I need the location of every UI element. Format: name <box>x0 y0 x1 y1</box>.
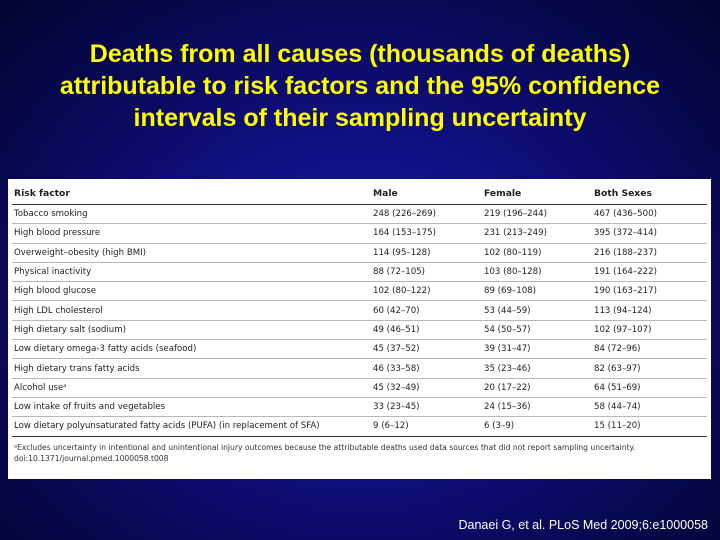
cell-female: 39 (31–47) <box>482 340 592 359</box>
cell-both-sexes: 82 (63–97) <box>592 359 707 378</box>
cell-female: 53 (44–59) <box>482 301 592 320</box>
cell-both-sexes: 216 (188–237) <box>592 243 707 262</box>
table-row <box>12 262 707 281</box>
header-female: Female <box>482 182 592 205</box>
cell-female: 103 (80–128) <box>482 262 592 281</box>
cell-both-sexes: 395 (372–414) <box>592 224 707 243</box>
footnote-text: ᵃExcludes uncertainty in intentional and unintentional injury outcomes because the attributable deaths used data sources that did not report sampling uncertainty. <box>14 442 636 452</box>
slide-title-line-3: intervals of their sampling uncertainty <box>133 104 587 132</box>
cell-male: 46 (33–58) <box>371 359 482 378</box>
footnote-doi: doi:10.1371/journal.pmed.1000058.t008 <box>14 453 169 463</box>
cell-female: 89 (69–108) <box>482 282 592 301</box>
cell-risk-factor: High LDL cholesterol <box>12 301 371 320</box>
slide-title <box>0 38 720 134</box>
cell-risk-factor: High dietary salt (sodium) <box>12 320 371 339</box>
cell-male: 248 (226–269) <box>371 205 482 224</box>
cell-risk-factor: Physical inactivity <box>12 262 371 281</box>
table-row <box>12 340 707 359</box>
cell-female: 231 (213–249) <box>482 224 592 243</box>
cell-male: 88 (72–105) <box>371 262 482 281</box>
cell-risk-factor: Overweight–obesity (high BMI) <box>12 243 371 262</box>
cell-both-sexes: 58 (44–74) <box>592 397 707 416</box>
table-row <box>12 378 707 397</box>
cell-male: 45 (32–49) <box>371 378 482 397</box>
cell-risk-factor: High blood pressure <box>12 224 371 243</box>
cell-both-sexes: 467 (436–500) <box>592 205 707 224</box>
header-both-sexes: Both Sexes <box>592 182 707 205</box>
cell-female: 35 (23–46) <box>482 359 592 378</box>
cell-female: 54 (50–57) <box>482 320 592 339</box>
cell-risk-factor: Tobacco smoking <box>12 205 371 224</box>
cell-both-sexes: 102 (97–107) <box>592 320 707 339</box>
table-row <box>12 205 707 224</box>
table-row <box>12 301 707 320</box>
cell-male: 114 (95–128) <box>371 243 482 262</box>
table-body <box>12 205 707 437</box>
header-male: Male <box>371 182 482 205</box>
cell-risk-factor: Low dietary omega-3 fatty acids (seafood) <box>12 340 371 359</box>
table-row <box>12 224 707 243</box>
cell-female: 20 (17–22) <box>482 378 592 397</box>
cell-male: 45 (37–52) <box>371 340 482 359</box>
cell-risk-factor: High blood glucose <box>12 282 371 301</box>
table-row <box>12 320 707 339</box>
slide-title-line-2: attributable to risk factors and the 95% confidence <box>59 72 661 100</box>
table-row <box>12 417 707 436</box>
cell-female: 24 (15–36) <box>482 397 592 416</box>
cell-both-sexes: 84 (72–96) <box>592 340 707 359</box>
cell-male: 164 (153–175) <box>371 224 482 243</box>
cell-risk-factor: Low dietary polyunsaturated fatty acids (PUFA) (in replacement of SFA) <box>12 417 371 436</box>
header-risk-factor: Risk factor <box>12 182 371 205</box>
cell-female: 6 (3–9) <box>482 417 592 436</box>
cell-both-sexes: 191 (164–222) <box>592 262 707 281</box>
table-header-row <box>12 182 707 205</box>
cell-male: 60 (42–70) <box>371 301 482 320</box>
cell-female: 102 (80–119) <box>482 243 592 262</box>
table-row <box>12 282 707 301</box>
table-row <box>12 359 707 378</box>
risk-factor-table <box>12 182 707 437</box>
cell-both-sexes: 64 (51–69) <box>592 378 707 397</box>
cell-risk-factor: Alcohol useᵃ <box>12 378 371 397</box>
slide-title-line-1: Deaths from all causes (thousands of deaths) <box>89 40 631 68</box>
risk-factor-table-panel <box>8 179 711 479</box>
cell-risk-factor: Low intake of fruits and vegetables <box>12 397 371 416</box>
cell-risk-factor: High dietary trans fatty acids <box>12 359 371 378</box>
table-row <box>12 397 707 416</box>
cell-male: 9 (6–12) <box>371 417 482 436</box>
cell-female: 219 (196–244) <box>482 205 592 224</box>
cell-male: 49 (46–51) <box>371 320 482 339</box>
table-footnote <box>12 437 707 464</box>
cell-male: 33 (23–45) <box>371 397 482 416</box>
citation: Danaei G, et al. PLoS Med 2009;6:e1000058 <box>458 518 708 532</box>
table-row <box>12 243 707 262</box>
cell-both-sexes: 190 (163–217) <box>592 282 707 301</box>
cell-both-sexes: 113 (94–124) <box>592 301 707 320</box>
cell-both-sexes: 15 (11–20) <box>592 417 707 436</box>
cell-male: 102 (80–122) <box>371 282 482 301</box>
